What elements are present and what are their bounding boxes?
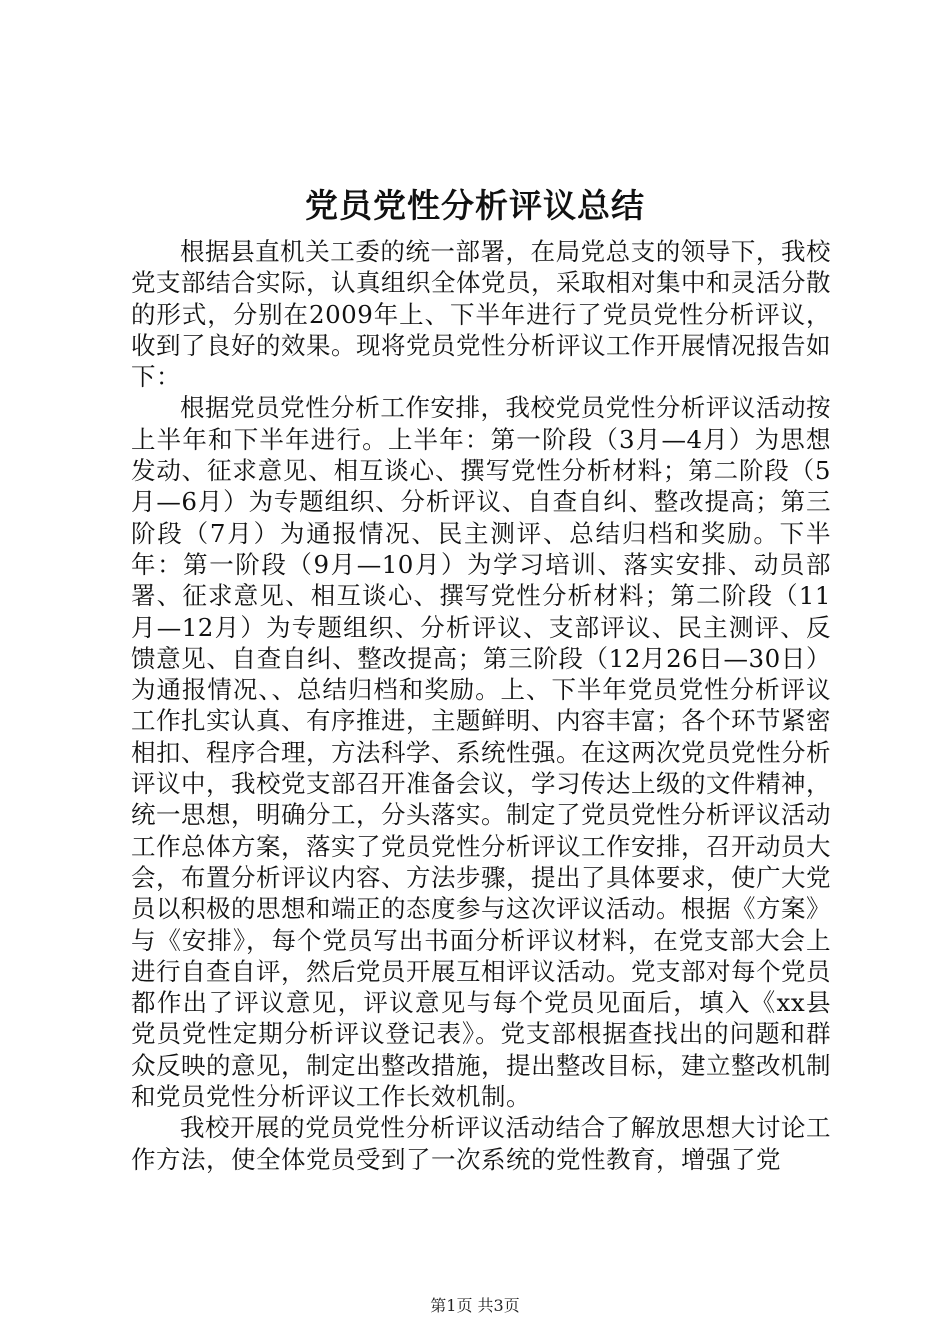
document-title: 党员党性分析评议总结	[305, 186, 645, 225]
document-body	[131, 236, 831, 1175]
paragraph-intro: 根据县直机关工委的统一部署，在局党总支的领导下，我校党支部结合实际，认真组织全体党员，采取相对集中和灵活分散的形式，分别在2009年上、下半年进行了党员党性分析评议，收到了良好的效果。现将党员党性分析评议工作开展情况报告如下：	[131, 237, 831, 392]
paragraph-results: 我校开展的党员党性分析评议活动结合了解放思想大讨论工作方法，使全体党员受到了一次系统的党性教育，增强了党	[131, 1113, 831, 1174]
page-footer: 第1页 共3页	[430, 1296, 520, 1315]
paragraph-arrangement: 根据党员党性分析工作安排，我校党员党性分析评议活动按上半年和下半年进行。上半年：第一阶段（3月—4月）为思想发动、征求意见、相互谈心、撰写党性分析材料；第二阶段（5月—6月）为专题组织、分析评议、自查自纠、整改提高；第三阶段（7月）为通报情况、民主测评、总结归档和奖励。下半年：第一阶段（9月—10月）为学习培训、落实安排、动员部署、征求意见、相互谈心、撰写党性分析材料；第二阶段（11月—12月）为专题组织、分析评议、支部评议、民主测评、反馈意见、自查自纠、整改提高；第三阶段（12月26日—30日）为通报情况、、总结归档和奖励。上、下半年党员党性分析评议工作扎实认真、有序推进，主题鲜明、内容丰富；各个环节紧密相扣、程序合理，方法科学、系统性强。在这两次党员党性分析评议中，我校党支部召开准备会议，学习传达上级的文件精神，统一思想，明确分工，分头落实。制定了党员党性分析评议活动工作总体方案，落实了党员党性分析评议工作安排，召开动员大会，布置分析评议内容、方法步骤，提出了具体要求，使广大党员以积极的思想和端正的态度参与这次评议活动。根据《方案》与《安排》，每个党员写出书面分析评议材料，在党支部大会上进行自查自评，然后党员开展互相评议活动。党支部对每个党员都作出了评议意见，评议意见与每个党员见面后，填入《xx县党员党性定期分析评议登记表》。党支部根据查找出的问题和群众反映的意见，制定出整改措施，提出整改目标，建立整改机制和党员党性分析评议工作长效机制。	[131, 393, 831, 1112]
